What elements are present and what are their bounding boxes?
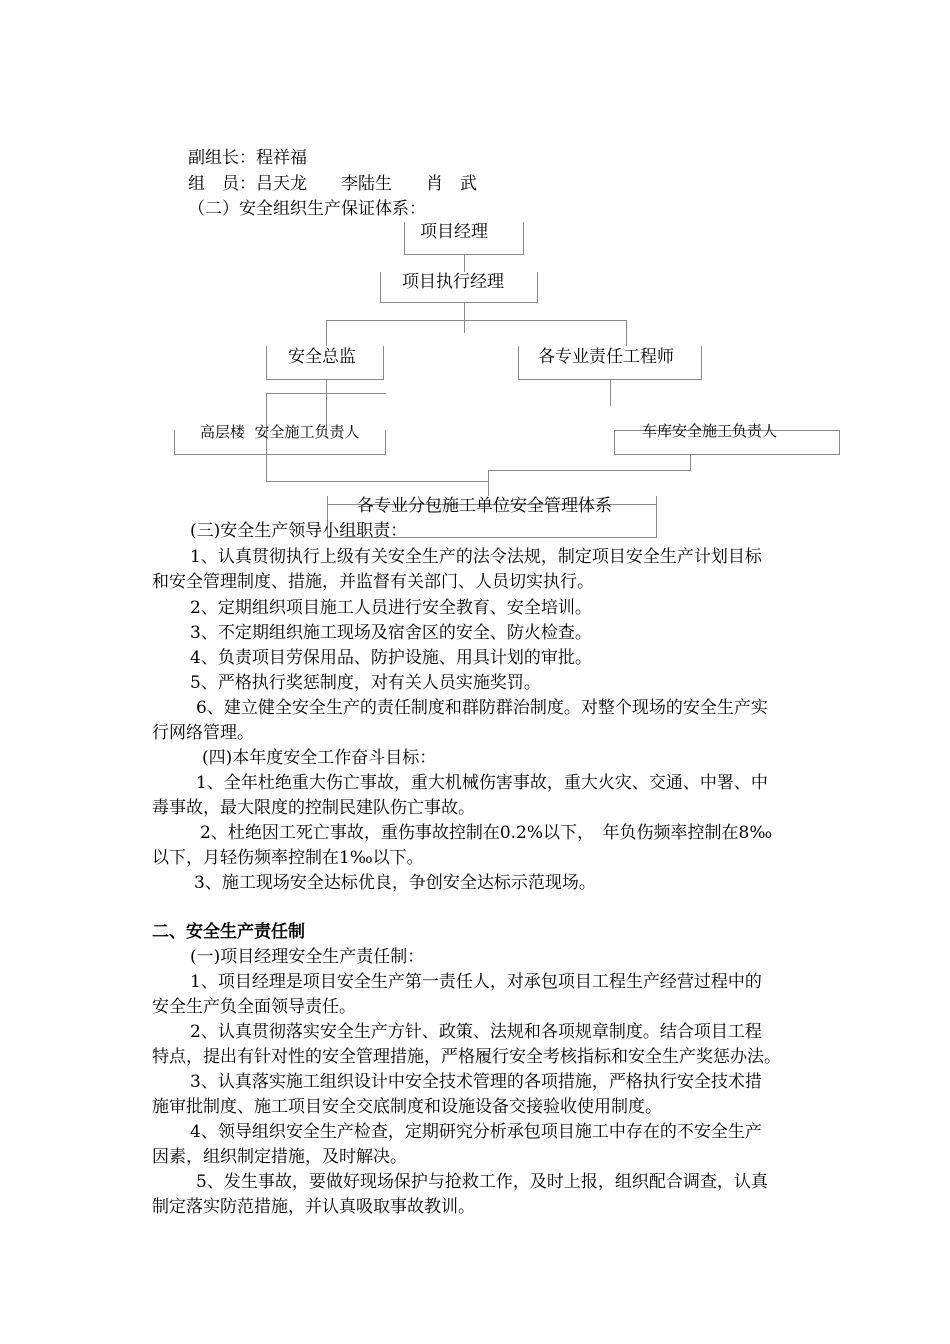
connector	[610, 380, 611, 406]
org-node-garage: 车库安全施工负责人	[642, 422, 778, 440]
connector	[464, 303, 465, 333]
part2-item: 1、项目经理是项目安全生产第一责任人，对承包项目工程生产经营过程中的	[190, 972, 762, 992]
connector	[266, 393, 386, 394]
part2-item: 因素，组织制定措施，及时解决。	[152, 1147, 407, 1167]
org-node-safety-director: 安全总监	[288, 347, 356, 367]
part2-item: 施审批制度、施工项目安全交底制度和设施设备交接验收使用制度。	[152, 1097, 662, 1117]
part2-item: 制定落实防范措施，并认真吸取事故教训。	[152, 1197, 475, 1217]
section4-item: 以下，月轻伤频率控制在1‰以下。	[152, 848, 424, 868]
section3-title: (三)安全生产领导小组职责：	[190, 521, 408, 541]
section4-item: 3、施工现场安全达标优良，争创安全达标示范现场。	[194, 873, 596, 893]
connector	[488, 470, 690, 471]
connector	[326, 320, 327, 346]
org-node-highrise: 高层楼 安全施工负责人	[200, 423, 360, 441]
section4-item: 毒事故，最大限度的控制民建队伤亡事故。	[152, 798, 475, 818]
part2-item: 特点，提出有针对性的安全管理措施，严格履行安全考核指标和安全生产奖惩办法。	[152, 1047, 781, 1067]
part2-item: 5、发生事故，要做好现场保护与抢救工作，及时上报，组织配合调查，认真	[196, 1172, 768, 1192]
org-node-engineers: 各专业责任工程师	[538, 347, 674, 367]
vice-leader-line: 副组长：程祥福	[188, 148, 307, 168]
connector	[464, 255, 465, 272]
section4-title: (四)本年度安全工作奋斗目标：	[202, 748, 437, 768]
section3-item: 6、建立健全安全生产的责任制度和群防群治制度。对整个现场的安全生产实	[196, 698, 768, 718]
connector	[626, 320, 627, 346]
part2-heading: 二、安全生产责任制	[152, 922, 305, 942]
members-line: 组 员：吕天龙 李陆生 肖 武	[188, 174, 477, 194]
org-node-pm: 项目经理	[420, 222, 488, 242]
section3-item: 和安全管理制度、措施，并监督有关部门、人员切实执行。	[152, 572, 594, 592]
connector	[690, 455, 691, 471]
part2-subtitle: (一)项目经理安全生产责任制：	[190, 947, 425, 967]
part2-item: 安全生产负全面领导责任。	[152, 997, 356, 1017]
section3-item: 5、严格执行奖惩制度，对有关人员实施奖罚。	[190, 673, 541, 693]
section3-item: 4、负责项目劳保用品、防护设施、用具计划的审批。	[190, 648, 592, 668]
part2-item: 3、认真落实施工组织设计中安全技术管理的各项措施，严格执行安全技术措	[190, 1072, 762, 1092]
section2-title: （二）安全组织生产保证体系：	[188, 199, 426, 219]
connector	[326, 320, 626, 321]
org-node-exec-pm: 项目执行经理	[402, 272, 504, 292]
section4-item: 1、全年杜绝重大伤亡事故，重大机械伤害事故，重大火灾、交通、中署、中	[196, 773, 768, 793]
part2-item: 4、领导组织安全生产检查，定期研究分析承包项目施工中存在的不安全生产	[190, 1122, 762, 1142]
part2-item: 2、认真贯彻落实安全生产方针、政策、法规和各项规章制度。结合项目工程	[190, 1022, 762, 1042]
section4-item: 2、杜绝因工死亡事故，重伤事故控制在0.2%以下， 年负伤频率控制在8‰	[200, 823, 773, 843]
org-node-subcontract: 各专业分包施工单位安全管理体系	[357, 496, 612, 516]
section3-item: 3、不定期组织施工现场及宿舍区的安全、防火检查。	[190, 623, 592, 643]
section3-item: 2、定期组织项目施工人员进行安全教育、安全培训。	[190, 598, 592, 618]
section3-item: 行网络管理。	[152, 723, 254, 743]
connector	[488, 470, 489, 496]
section3-item: 1、认真贯彻执行上级有关安全生产的法令法规，制定项目安全生产计划目标	[190, 547, 762, 567]
connector	[266, 481, 488, 482]
